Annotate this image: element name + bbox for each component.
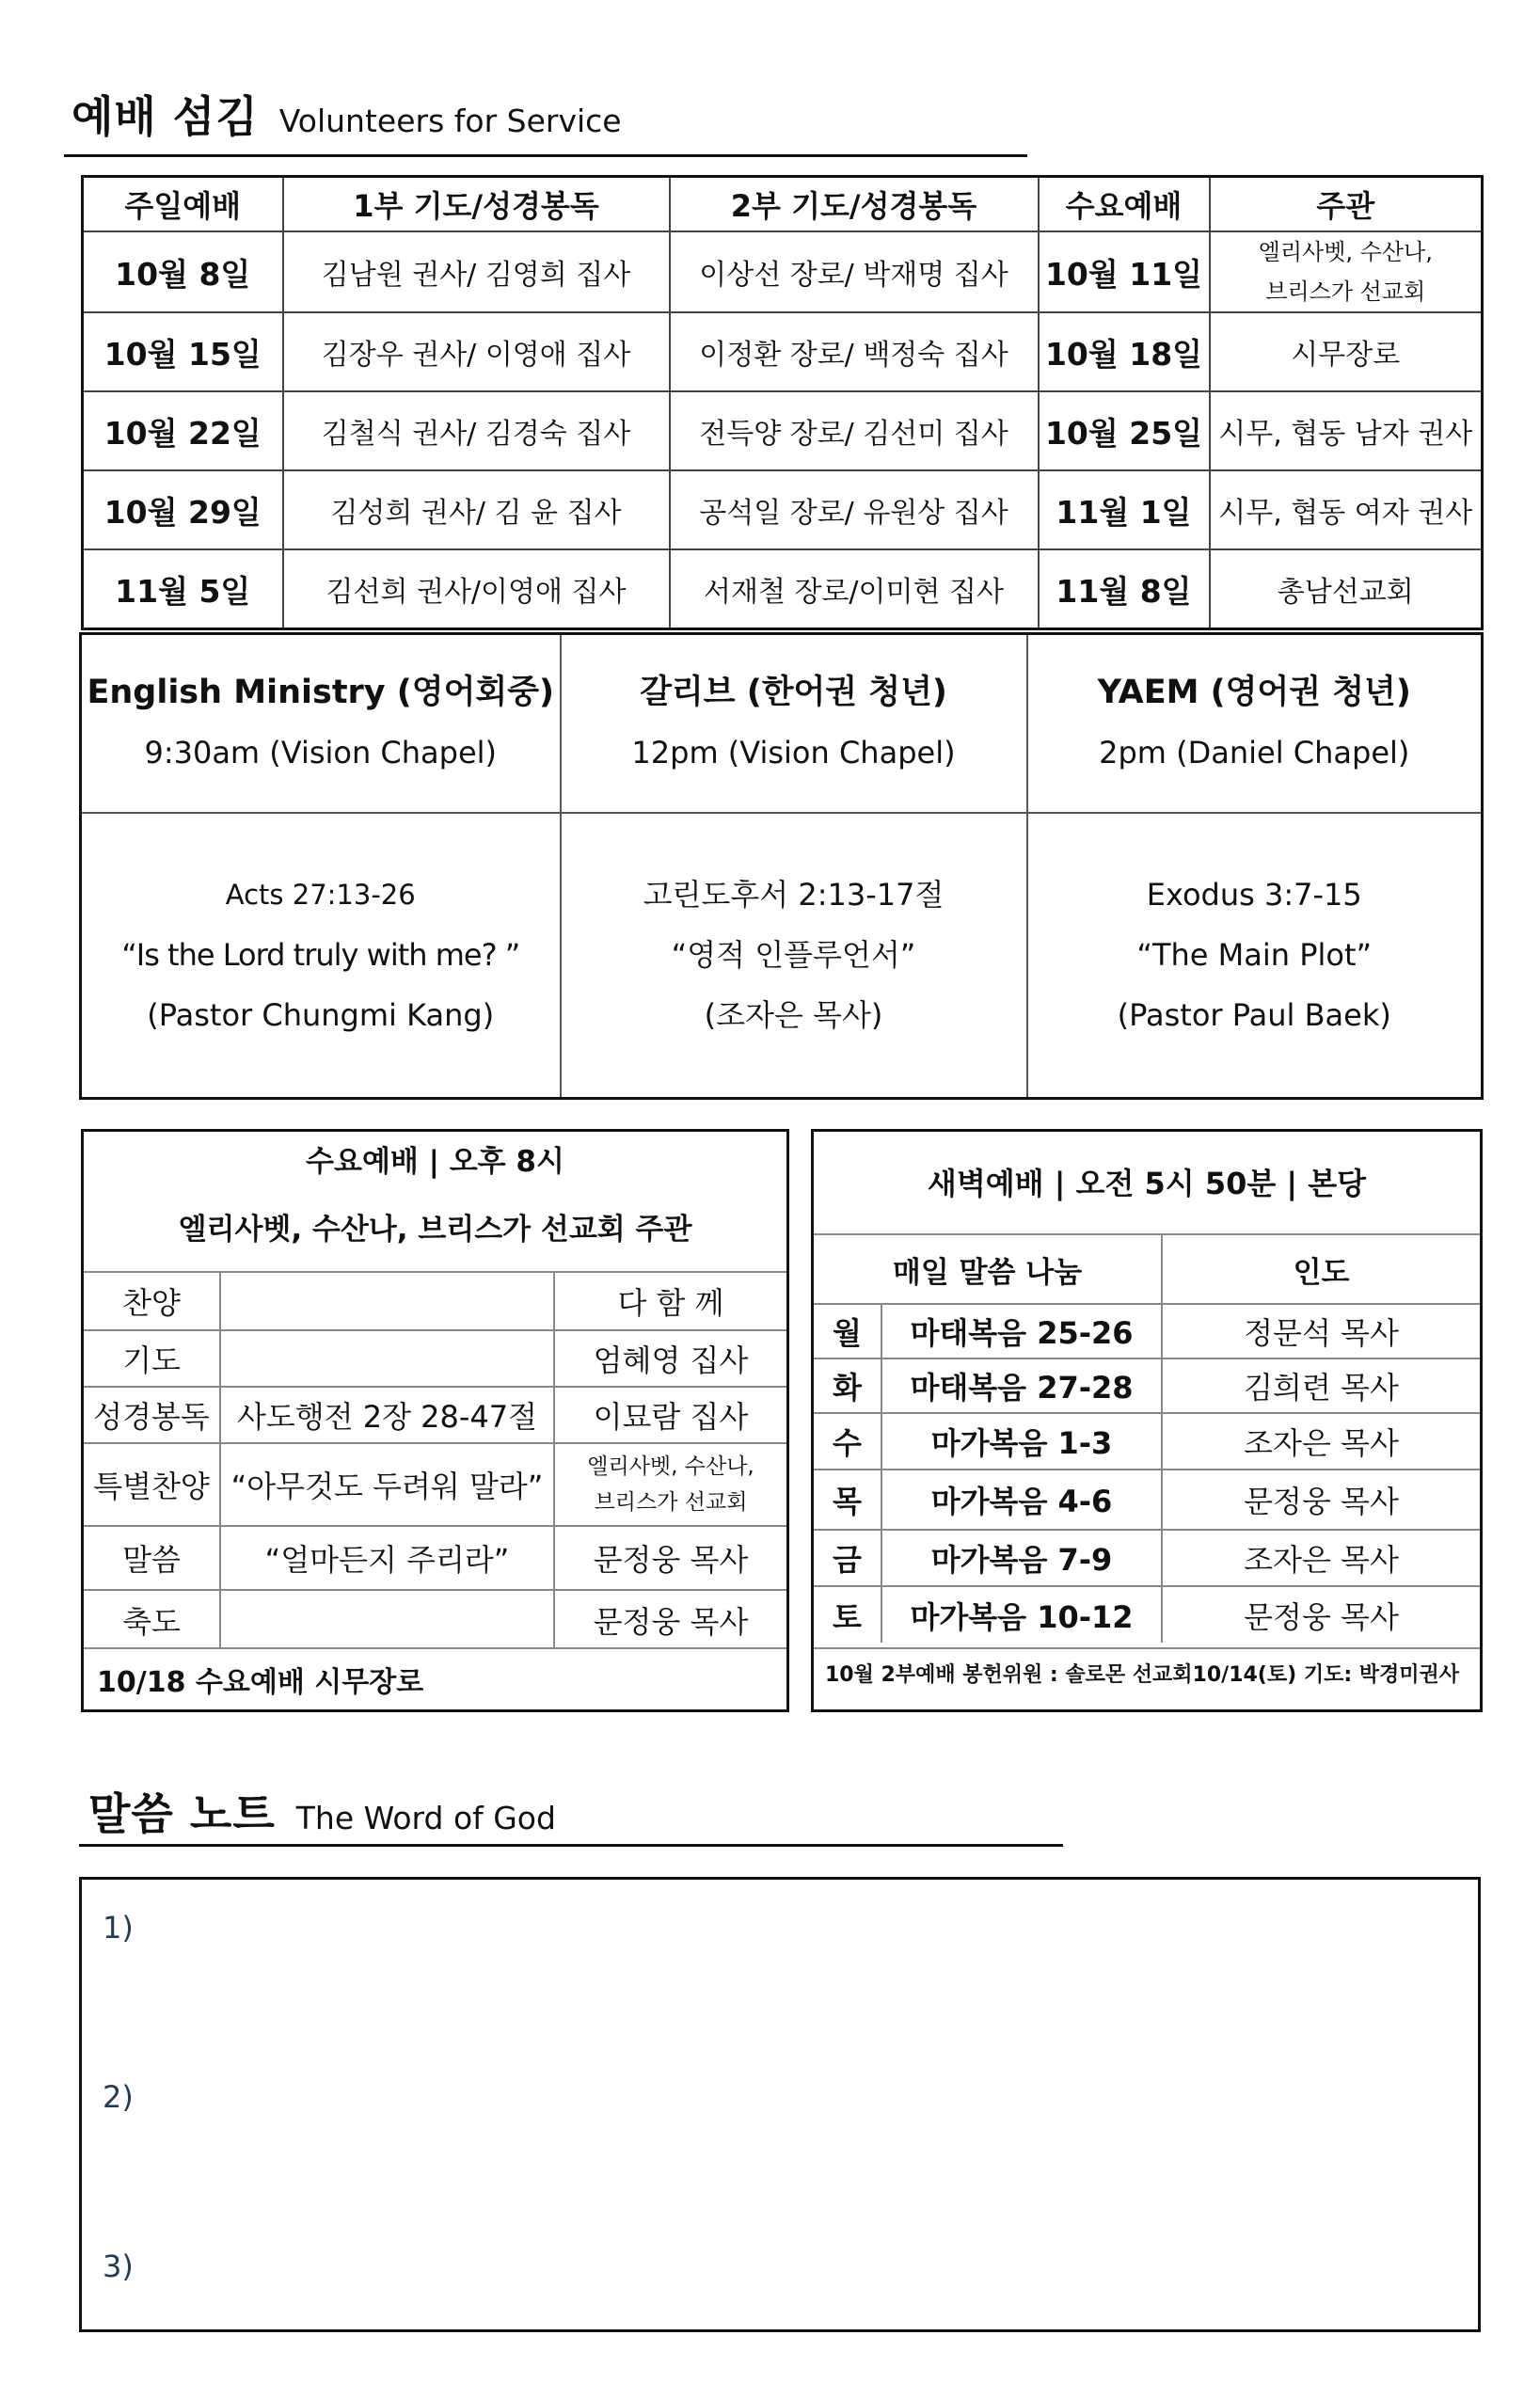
wednesday-order-table <box>84 1271 786 1648</box>
reading: 마가복음 4-6 <box>881 1470 1162 1530</box>
first-service-volunteers: 김성희 권사/ 김 윤 집사 <box>283 470 670 549</box>
volunteers-header-row <box>83 177 1483 232</box>
host <box>1210 231 1483 312</box>
dawn-reading-table <box>814 1233 1480 1643</box>
volunteers-heading-rule <box>64 154 1027 157</box>
col-header-leader: 인도 <box>1162 1234 1480 1304</box>
ministry-korean-youth <box>561 634 1027 813</box>
ministry-time: 9:30am (Vision Chapel) <box>144 734 498 771</box>
sermon-korean-youth <box>561 813 1027 1099</box>
leader: 김희련 목사 <box>1162 1358 1480 1413</box>
table-row <box>814 1586 1480 1643</box>
leader: 조자은 목사 <box>1162 1530 1480 1586</box>
order-item: 축도 <box>84 1590 220 1648</box>
table-row <box>814 1413 1480 1470</box>
sermon-speaker: (조자은 목사) <box>704 997 883 1034</box>
order-person: 이묘람 집사 <box>554 1387 786 1443</box>
order-item: 특별찬양 <box>84 1443 220 1526</box>
col-header-wednesday: 수요예배 <box>1039 177 1210 232</box>
ministries-sermon-row <box>81 813 1483 1099</box>
sermon-speaker: (Pastor Paul Baek) <box>1117 997 1391 1034</box>
order-content: “얼마든지 주리라” <box>220 1526 554 1590</box>
table-row <box>814 1470 1480 1530</box>
order-content: “아무것도 두려워 말라” <box>220 1443 554 1526</box>
reading: 마가복음 7-9 <box>881 1530 1162 1586</box>
first-service-volunteers: 김철식 권사/ 김경숙 집사 <box>283 391 670 470</box>
ministry-time: 12pm (Vision Chapel) <box>631 734 956 771</box>
wednesday-service-box <box>81 1129 789 1712</box>
sermon-title: “The Main Plot” <box>1136 937 1373 974</box>
weekday: 금 <box>814 1530 881 1586</box>
notes-box[interactable] <box>79 1877 1481 2332</box>
wednesday-host: 엘리사벳, 수산나, 브리스가 선교회 주관 <box>178 1213 692 1247</box>
notes-heading-rule <box>79 1844 1063 1847</box>
table-row <box>83 391 1483 470</box>
dawn-title: 새벽예배 | 오전 5시 50분 | 본당 <box>927 1166 1367 1201</box>
sermon-passage: Acts 27:13-26 <box>225 879 416 912</box>
sermon-title: “영적 인플루언서” <box>671 937 916 974</box>
reading: 마가복음 10-12 <box>881 1586 1162 1643</box>
col-header-sunday: 주일예배 <box>83 177 283 232</box>
table-row <box>83 231 1483 312</box>
notes-heading-en: The Word of God <box>295 1800 556 1836</box>
dawn-service-box <box>811 1129 1483 1712</box>
sermon-speaker: (Pastor Chungmi Kang) <box>147 997 495 1034</box>
order-item: 찬양 <box>84 1272 220 1330</box>
order-content <box>220 1590 554 1648</box>
first-service-volunteers: 김장우 권사/ 이영애 집사 <box>283 312 670 391</box>
wednesday-date: 10월 11일 <box>1039 231 1210 312</box>
leader: 정문석 목사 <box>1162 1304 1480 1358</box>
notes-heading-ko: 말씀 노트 <box>88 1788 276 1839</box>
volunteers-heading-en: Volunteers for Service <box>278 103 622 139</box>
wednesday-date: 10월 25일 <box>1039 391 1210 470</box>
sermon-yaem <box>1027 813 1483 1099</box>
order-person: 문정웅 목사 <box>554 1590 786 1648</box>
leader: 조자은 목사 <box>1162 1413 1480 1470</box>
table-row <box>84 1590 786 1648</box>
second-service-volunteers: 이상선 장로/ 박재명 집사 <box>670 231 1039 312</box>
order-person: 다 함 께 <box>554 1272 786 1330</box>
leader: 문정웅 목사 <box>1162 1470 1480 1530</box>
notes-heading <box>88 1780 556 1842</box>
weekday: 목 <box>814 1470 881 1530</box>
wednesday-title: 수요예배 | 오후 8시 <box>306 1145 564 1179</box>
order-content: 사도행전 2장 28-47절 <box>220 1387 554 1443</box>
col-header-host: 주관 <box>1210 177 1483 232</box>
volunteers-heading <box>71 83 622 145</box>
host: 시무장로 <box>1210 312 1483 391</box>
sunday-date: 10월 22일 <box>83 391 283 470</box>
ministries-table <box>79 632 1484 1100</box>
sunday-date: 10월 8일 <box>83 231 283 312</box>
volunteers-table <box>81 175 1484 630</box>
order-person <box>554 1443 786 1526</box>
leader: 문정웅 목사 <box>1162 1586 1480 1643</box>
table-row <box>84 1443 786 1526</box>
order-person-line-2: 브리스가 선교회 <box>594 1490 748 1515</box>
sunday-date: 10월 29일 <box>83 470 283 549</box>
wednesday-footer-divider <box>84 1647 786 1649</box>
sermon-passage: 고린도후서 2:13-17절 <box>643 877 945 914</box>
first-service-volunteers: 김선희 권사/이영애 집사 <box>283 549 670 629</box>
col-header-first-service: 1부 기도/성경봉독 <box>283 177 670 232</box>
second-service-volunteers: 전득양 장로/ 김선미 집사 <box>670 391 1039 470</box>
table-row <box>84 1387 786 1443</box>
host-line-2: 브리스가 선교회 <box>1265 278 1426 305</box>
table-row <box>814 1358 1480 1413</box>
wednesday-date: 11월 8일 <box>1039 549 1210 629</box>
ministry-yaem <box>1027 634 1483 813</box>
table-row <box>84 1526 786 1590</box>
sermon-title: “Is the Lord truly with me? ” <box>121 937 520 974</box>
col-header-second-service: 2부 기도/성경봉독 <box>670 177 1039 232</box>
volunteers-heading-ko: 예배 섬김 <box>71 91 259 142</box>
dawn-footer-note: 10월 2부예배 봉헌위원 : 솔로몬 선교회10/14(토) 기도: 박경미권사 <box>825 1663 1460 1687</box>
order-item: 기도 <box>84 1330 220 1387</box>
host: 총남선교회 <box>1210 549 1483 629</box>
table-row <box>83 312 1483 391</box>
note-item-1: 1) <box>103 1910 134 1946</box>
table-row <box>814 1304 1480 1358</box>
order-person-line-1: 엘리사벳, 수산나, <box>587 1454 754 1479</box>
order-person: 엄혜영 집사 <box>554 1330 786 1387</box>
table-row <box>83 549 1483 629</box>
reading: 마가복음 1-3 <box>881 1413 1162 1470</box>
weekday: 수 <box>814 1413 881 1470</box>
second-service-volunteers: 이정환 장로/ 백정숙 집사 <box>670 312 1039 391</box>
order-content <box>220 1330 554 1387</box>
note-item-3: 3) <box>103 2248 134 2284</box>
second-service-volunteers: 서재철 장로/이미현 집사 <box>670 549 1039 629</box>
order-item: 말씀 <box>84 1526 220 1590</box>
table-row <box>84 1272 786 1330</box>
table-row <box>814 1530 1480 1586</box>
ministry-title: English Ministry (영어회중) <box>87 673 555 711</box>
order-item: 성경봉독 <box>84 1387 220 1443</box>
first-service-volunteers: 김남원 권사/ 김영희 집사 <box>283 231 670 312</box>
dawn-footer-divider <box>814 1647 1480 1649</box>
order-content <box>220 1272 554 1330</box>
host: 시무, 협동 남자 권사 <box>1210 391 1483 470</box>
dawn-header-row <box>814 1234 1480 1304</box>
second-service-volunteers: 공석일 장로/ 유원상 집사 <box>670 470 1039 549</box>
wednesday-date: 11월 1일 <box>1039 470 1210 549</box>
table-row <box>84 1330 786 1387</box>
table-row <box>83 470 1483 549</box>
weekday: 토 <box>814 1586 881 1643</box>
wednesday-footer-note: 10/18 수요예배 시무장로 <box>97 1666 424 1699</box>
weekday: 화 <box>814 1358 881 1413</box>
sermon-english <box>81 813 561 1099</box>
sunday-date: 11월 5일 <box>83 549 283 629</box>
ministries-header-row <box>81 634 1483 813</box>
host-line-1: 엘리사벳, 수산나, <box>1258 239 1433 265</box>
weekday: 월 <box>814 1304 881 1358</box>
wednesday-date: 10월 18일 <box>1039 312 1210 391</box>
host: 시무, 협동 여자 권사 <box>1210 470 1483 549</box>
ministry-title: 갈리브 (한어권 청년) <box>640 673 947 711</box>
sermon-passage: Exodus 3:7-15 <box>1146 877 1362 914</box>
sunday-date: 10월 15일 <box>83 312 283 391</box>
ministry-time: 2pm (Daniel Chapel) <box>1099 734 1410 771</box>
reading: 마태복음 25-26 <box>881 1304 1162 1358</box>
note-item-2: 2) <box>103 2079 134 2115</box>
order-person: 문정웅 목사 <box>554 1526 786 1590</box>
reading: 마태복음 27-28 <box>881 1358 1162 1413</box>
col-header-reading: 매일 말씀 나눔 <box>814 1234 1162 1304</box>
ministry-english <box>81 634 561 813</box>
ministry-title: YAEM (영어권 청년) <box>1097 673 1411 711</box>
